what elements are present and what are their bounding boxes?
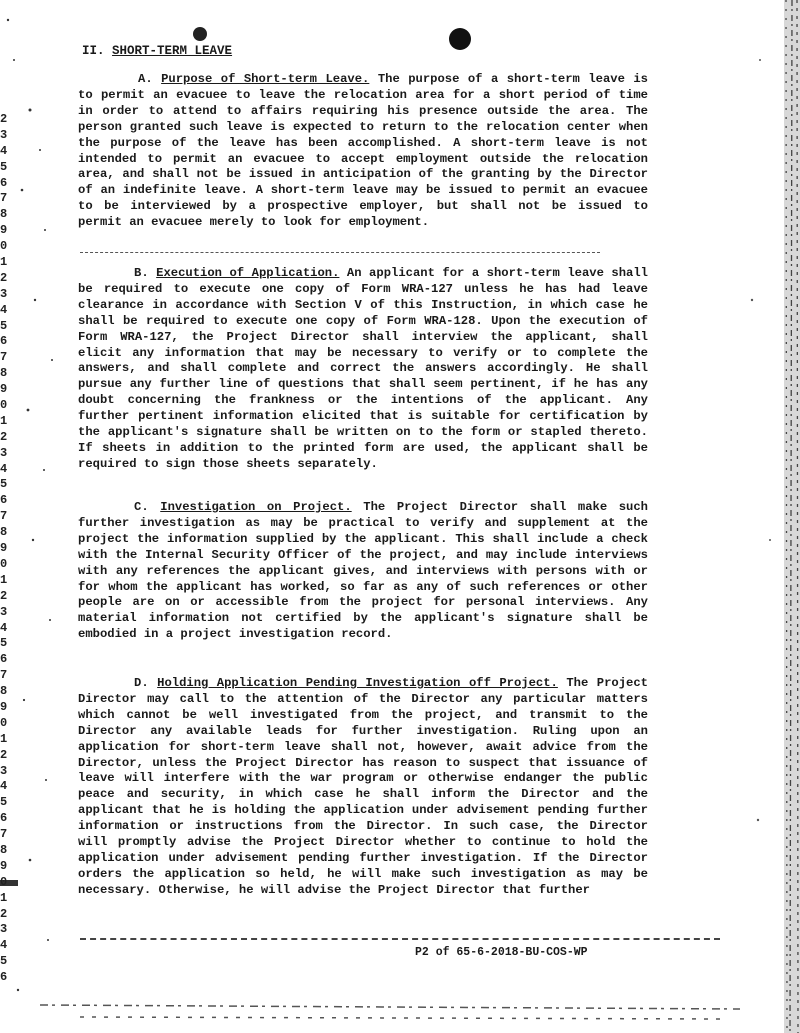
paragraph-d [78,676,648,899]
margin-line-number: 4 [0,143,8,158]
margin-line-number: 7 [0,668,8,683]
right-scan-noise [740,0,800,1033]
paragraph-a-text: The purpose of a short-term leave is to permit an evacuee to leave the relocation area for a short period of time in order to attend to affairs requiring his presence outside the area. The person granted such leave is expected to return to the relocation center when the purpose of the leave has been accomplished. A short-term leave is not intended to permit an evacuee to accept employment outside the relocation area, and shall not be issued in anticipation of the granting by the Director of an indefinite leave. A short-term leave may be issued to permit an evacuee to be interviewed by a prospective employer, but shall not be issued to permit an evacuee merely to look for employment. [78,72,648,230]
margin-line-number: 1 [0,255,8,270]
margin-line-number: 4 [0,779,8,794]
margin-line-number: 8 [0,842,8,857]
margin-line-number: 3 [0,604,8,619]
margin-line-number: 8 [0,207,8,222]
paragraph-d-text: The Project Director may call to the attention of the Director any particular matters which cannot be well investigated from the project, and transmit to the Director any available leads for further investigation. Ruling upon an application for short-term leave shall not, however, await advice from the Director, unless the Project Director has reason to suspect that issuance of leave will interfere with the war program or otherwise endanger the public peace and security, in which case he shall inform the Director and the applicant that he is holding the application under advisement pending further information or instructions from the Director. In such case, the Director will promptly advise the Project Director whether to continue to hold the application under advisement pending further investigation. If the Director orders the application so held, he will make such investigation as may be necessary. Otherwise, he will advise the Project Director that further [78,676,648,897]
margin-line-number: 0 [0,715,8,730]
section-heading-title: SHORT-TERM LEAVE [112,44,233,58]
margin-line-number: 7 [0,827,8,842]
margin-line-number: 6 [0,493,8,508]
margin-line-number: 9 [0,223,8,238]
margin-line-number: 1 [0,731,8,746]
margin-line-number: 8 [0,684,8,699]
margin-line-number: 0 [0,556,8,571]
margin-line-number: 0 [0,239,8,254]
circle-stamp-mark [193,27,207,41]
paragraph-d-label: D. [134,676,149,690]
margin-line-number: 2 [0,112,8,126]
margin-line-number: 1 [0,572,8,587]
margin-line-number: 5 [0,636,8,651]
paragraph-d-title: Holding Application Pending Investigation off Project. [157,676,558,690]
margin-line-number: 9 [0,699,8,714]
margin-line-number: 6 [0,811,8,826]
margin-line-number: 3 [0,445,8,460]
separator-line [80,252,600,254]
bottom-scan-noise [40,995,740,1025]
paragraph-a-title: Purpose of Short-term Leave. [161,72,370,86]
paragraph-c-label: C. [134,500,149,514]
paragraph-c [78,500,648,643]
margin-line-number: 0 [0,874,8,889]
margin-line-number: 7 [0,509,8,524]
margin-line-number: 3 [0,763,8,778]
margin-line-number: 2 [0,747,8,762]
page-footer: P2 of 65-6-2018-BU-COS-WP [415,946,588,959]
paragraph-b-title: Execution of Application. [156,266,340,280]
margin-line-number: 6 [0,970,8,985]
margin-line-number: 5 [0,318,8,333]
margin-line-number: 4 [0,461,8,476]
margin-line-number: 3 [0,922,8,937]
margin-line-number: 6 [0,334,8,349]
margin-line-number: 8 [0,525,8,540]
margin-line-number: 2 [0,906,8,921]
margin-line-number: 5 [0,477,8,492]
margin-line-number: 8 [0,366,8,381]
margin-line-number: 7 [0,350,8,365]
margin-line-number: 0 [0,398,8,413]
paragraph-c-title: Investigation on Project. [160,500,352,514]
margin-line-number: 6 [0,652,8,667]
paragraph-a [78,72,648,231]
margin-line-number: 4 [0,302,8,317]
paragraph-a-label: A. [138,72,153,86]
section-heading-prefix: II. [82,44,105,58]
margin-line-number: 1 [0,413,8,428]
margin-line-number: 3 [0,127,8,142]
margin-line-number: 9 [0,541,8,556]
margin-line-numbers [0,112,16,986]
margin-line-number: 9 [0,858,8,873]
punch-hole [449,28,471,50]
margin-line-number: 9 [0,382,8,397]
paragraph-b-label: B. [134,266,149,280]
margin-line-number: 2 [0,270,8,285]
margin-line-number: 5 [0,954,8,969]
margin-line-number: 2 [0,588,8,603]
margin-line-number: 3 [0,286,8,301]
paragraph-c-text: The Project Director shall make such further investigation as may be practical to verify and supplement at the project the information supplied by the applicant. This shall include a check with the Internal Security Officer of the project, and may include interviews with any references the applicant gives, and interviews with persons with or for whom the applicant has worked, so far as any of such references or other people are on or accessible from the project for personal interviews. Any material information not certified by the applicant's signature shall be embodied in a project investigation record. [78,500,648,642]
margin-line-number: 1 [0,890,8,905]
footer-rule [80,938,720,942]
margin-line-number: 4 [0,938,8,953]
margin-line-number: 5 [0,795,8,810]
margin-line-number: 6 [0,175,8,190]
paragraph-b [78,266,648,473]
margin-line-number: 4 [0,620,8,635]
margin-line-number: 7 [0,191,8,206]
margin-line-number: 2 [0,429,8,444]
margin-line-number: 5 [0,159,8,174]
paragraph-b-text: An applicant for a short-term leave shall be required to execute one copy of Form WRA-127 unless he has had leave clearance in accordance with Section V of this Instruction, in which case he shall be required to execute one copy of Form WRA-128. Upon the execution of Form WRA-127, the Project Director shall interview the applicant, shall elicit any information that may be necessary to verify or to complete the answers, and shall complete and correct the answers accordingly. He shall pursue any further line of questions that shall seem pertinent, if he has any doubt concerning the frankness or the intentions of the applicant. Any further pertinent information elicited that is suitable for certification by the applicant's signature shall be written on to the form or stapled thereto. If sheets in addition to the printed form are used, the applicant shall be required to sign those sheets separately. [78,266,648,471]
section-heading [82,44,232,58]
